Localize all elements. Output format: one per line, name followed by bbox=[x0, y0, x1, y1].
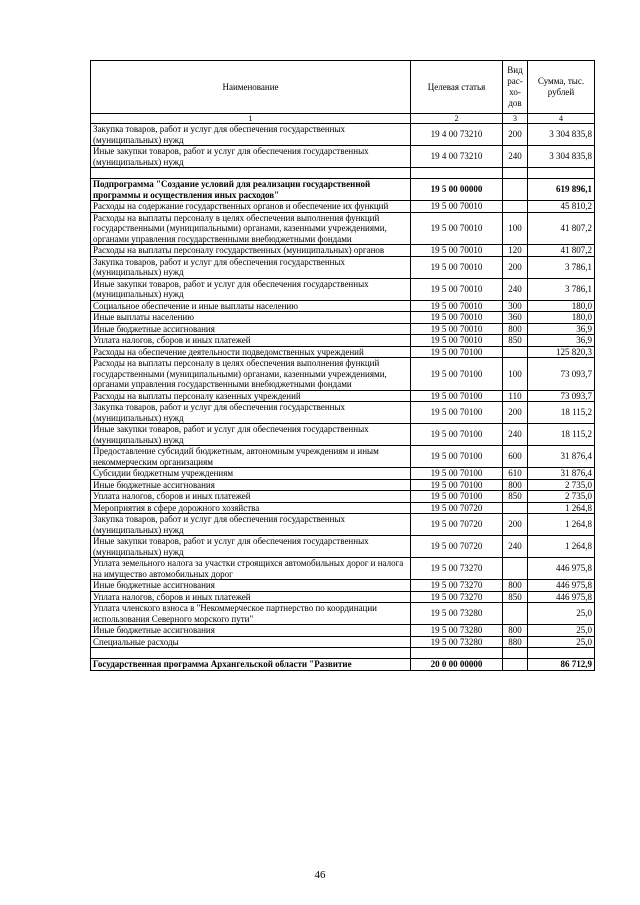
cell-expense-type: 100 bbox=[503, 358, 528, 391]
cell-amount: 2 735,0 bbox=[528, 491, 595, 503]
cell-target-article: 19 5 00 73270 bbox=[411, 591, 503, 603]
cell-expense-type: 100 bbox=[503, 212, 528, 245]
cell-target-article: 19 5 00 70010 bbox=[411, 245, 503, 257]
table-row bbox=[91, 358, 595, 391]
table-row bbox=[91, 312, 595, 324]
cell-expense-type: 200 bbox=[503, 124, 528, 146]
header-number-2: 2 bbox=[411, 114, 503, 124]
table-row bbox=[91, 424, 595, 446]
table-row bbox=[91, 468, 595, 480]
cell-name: Расходы на обеспечение деятельности подведомственных учреждений bbox=[91, 346, 411, 358]
cell-name: Подпрограмма "Создание условий для реализации государственной программы и осуществления иных расходов" bbox=[91, 179, 411, 201]
cell-target-article: 19 5 00 70720 bbox=[411, 536, 503, 558]
cell-amount: 3 786,1 bbox=[528, 278, 595, 300]
cell-target-article: 19 5 00 70100 bbox=[411, 402, 503, 424]
cell-expense-type: 850 bbox=[503, 491, 528, 503]
table-header bbox=[91, 61, 595, 124]
cell-name: Государственная программа Архангельской области "Развитие bbox=[91, 659, 411, 671]
cell-expense-type: 850 bbox=[503, 591, 528, 603]
cell-amount: 31 876,4 bbox=[528, 446, 595, 468]
cell-target-article: 20 0 00 00000 bbox=[411, 659, 503, 671]
cell-amount: 180,0 bbox=[528, 312, 595, 324]
cell-expense-type: 300 bbox=[503, 300, 528, 312]
cell-target-article: 19 5 00 73280 bbox=[411, 603, 503, 625]
table-row bbox=[91, 335, 595, 347]
cell-target-article: 19 5 00 70010 bbox=[411, 312, 503, 324]
header-name: Наименование bbox=[91, 61, 411, 114]
cell-target-article: 19 4 00 73210 bbox=[411, 124, 503, 146]
cell-amount: 1 264,8 bbox=[528, 536, 595, 558]
cell-expense-type: 850 bbox=[503, 335, 528, 347]
cell-expense-type bbox=[503, 659, 528, 671]
cell-expense-type: 600 bbox=[503, 446, 528, 468]
cell-target-article: 19 5 00 73270 bbox=[411, 580, 503, 592]
cell-amount: 73 093,7 bbox=[528, 358, 595, 391]
cell-expense-type: 240 bbox=[503, 424, 528, 446]
cell-amount bbox=[528, 168, 595, 179]
cell-amount: 36,9 bbox=[528, 323, 595, 335]
cell-target-article: 19 5 00 70010 bbox=[411, 335, 503, 347]
table-row bbox=[91, 124, 595, 146]
cell-name: Уплата членского взноса в "Некоммерческое партнерство по координации использования Северного морского пути" bbox=[91, 603, 411, 625]
table-row bbox=[91, 558, 595, 580]
cell-name: Расходы на выплаты персоналу казенных учреждений bbox=[91, 390, 411, 402]
cell-amount: 125 820,3 bbox=[528, 346, 595, 358]
header-target-article: Целевая статья bbox=[411, 61, 503, 114]
cell-target-article: 19 5 00 70010 bbox=[411, 323, 503, 335]
table-row bbox=[91, 245, 595, 257]
table-row bbox=[91, 390, 595, 402]
cell-amount: 3 786,1 bbox=[528, 256, 595, 278]
cell-name: Расходы на содержание государственных органов и обеспечение их функций bbox=[91, 201, 411, 213]
cell-expense-type: 880 bbox=[503, 636, 528, 648]
cell-amount: 18 115,2 bbox=[528, 402, 595, 424]
cell-amount: 18 115,2 bbox=[528, 424, 595, 446]
cell-name: Расходы на выплаты персоналу государственных (муниципальных) органов bbox=[91, 245, 411, 257]
table-row bbox=[91, 502, 595, 514]
cell-name: Специальные расходы bbox=[91, 636, 411, 648]
table-row bbox=[91, 603, 595, 625]
table-row bbox=[91, 536, 595, 558]
cell-amount: 25,0 bbox=[528, 625, 595, 637]
cell-expense-type: 120 bbox=[503, 245, 528, 257]
header-number-3: 3 bbox=[503, 114, 528, 124]
cell-target-article: 19 5 00 70720 bbox=[411, 502, 503, 514]
cell-name: Иные бюджетные ассигнования bbox=[91, 580, 411, 592]
cell-name: Иные бюджетные ассигнования bbox=[91, 625, 411, 637]
cell-expense-type bbox=[503, 648, 528, 659]
table-row bbox=[91, 212, 595, 245]
table-row bbox=[91, 323, 595, 335]
cell-expense-type: 240 bbox=[503, 278, 528, 300]
cell-amount: 41 807,2 bbox=[528, 212, 595, 245]
cell-target-article: 19 5 00 73280 bbox=[411, 625, 503, 637]
cell-name: Уплата налогов, сборов и иных платежей bbox=[91, 491, 411, 503]
cell-expense-type bbox=[503, 201, 528, 213]
cell-name bbox=[91, 648, 411, 659]
cell-expense-type bbox=[503, 502, 528, 514]
cell-amount: 619 896,1 bbox=[528, 179, 595, 201]
cell-amount: 31 876,4 bbox=[528, 468, 595, 480]
cell-amount: 446 975,8 bbox=[528, 591, 595, 603]
cell-name: Социальное обеспечение и иные выплаты населению bbox=[91, 300, 411, 312]
cell-target-article: 19 5 00 70100 bbox=[411, 390, 503, 402]
header-expense-type: Вид рас-хо-дов bbox=[503, 61, 528, 114]
cell-expense-type: 240 bbox=[503, 146, 528, 168]
cell-expense-type: 360 bbox=[503, 312, 528, 324]
cell-expense-type: 800 bbox=[503, 625, 528, 637]
cell-amount: 45 810,2 bbox=[528, 201, 595, 213]
table-row bbox=[91, 146, 595, 168]
cell-expense-type: 200 bbox=[503, 256, 528, 278]
cell-expense-type: 610 bbox=[503, 468, 528, 480]
cell-name: Предоставление субсидий бюджетным, автономным учреждениям и иным некоммерческим организациям bbox=[91, 446, 411, 468]
cell-amount: 3 304 835,8 bbox=[528, 124, 595, 146]
cell-expense-type: 800 bbox=[503, 323, 528, 335]
cell-amount: 25,0 bbox=[528, 603, 595, 625]
cell-amount: 446 975,8 bbox=[528, 558, 595, 580]
cell-target-article bbox=[411, 648, 503, 659]
cell-amount: 41 807,2 bbox=[528, 245, 595, 257]
cell-target-article: 19 5 00 70100 bbox=[411, 446, 503, 468]
cell-target-article: 19 5 00 70720 bbox=[411, 514, 503, 536]
cell-amount: 25,0 bbox=[528, 636, 595, 648]
table-row bbox=[91, 591, 595, 603]
table-row bbox=[91, 402, 595, 424]
table-row bbox=[91, 300, 595, 312]
cell-name: Расходы на выплаты персоналу в целях обеспечения выполнения функций государственными (муниципальными) органами, казенными учреждениями, органами управления государственными внебюджетными фондами bbox=[91, 358, 411, 391]
cell-target-article: 19 5 00 70010 bbox=[411, 212, 503, 245]
cell-target-article: 19 5 00 70100 bbox=[411, 346, 503, 358]
cell-amount: 86 712,9 bbox=[528, 659, 595, 671]
table-row bbox=[91, 256, 595, 278]
table-row bbox=[91, 201, 595, 213]
cell-target-article: 19 5 00 70010 bbox=[411, 300, 503, 312]
cell-name: Иные бюджетные ассигнования bbox=[91, 323, 411, 335]
cell-target-article: 19 5 00 70100 bbox=[411, 358, 503, 391]
cell-target-article: 19 5 00 70100 bbox=[411, 468, 503, 480]
cell-target-article: 19 5 00 00000 bbox=[411, 179, 503, 201]
cell-target-article: 19 5 00 73280 bbox=[411, 636, 503, 648]
cell-name: Уплата налогов, сборов и иных платежей bbox=[91, 335, 411, 347]
cell-target-article: 19 5 00 70010 bbox=[411, 201, 503, 213]
cell-target-article: 19 5 00 70100 bbox=[411, 424, 503, 446]
table-row bbox=[91, 479, 595, 491]
cell-target-article: 19 5 00 73270 bbox=[411, 558, 503, 580]
cell-expense-type bbox=[503, 603, 528, 625]
cell-name: Иные закупки товаров, работ и услуг для обеспечения государственных (муниципальных) нужд bbox=[91, 278, 411, 300]
spacer-row bbox=[91, 648, 595, 659]
cell-expense-type: 200 bbox=[503, 402, 528, 424]
cell-name: Субсидии бюджетным учреждениям bbox=[91, 468, 411, 480]
cell-expense-type: 800 bbox=[503, 479, 528, 491]
cell-expense-type bbox=[503, 179, 528, 201]
table-row bbox=[91, 659, 595, 671]
table-row bbox=[91, 580, 595, 592]
cell-amount: 180,0 bbox=[528, 300, 595, 312]
cell-amount: 2 735,0 bbox=[528, 479, 595, 491]
cell-target-article: 19 4 00 73210 bbox=[411, 146, 503, 168]
header-number-1: 1 bbox=[91, 114, 411, 124]
cell-name: Закупка товаров, работ и услуг для обеспечения государственных (муниципальных) нужд bbox=[91, 124, 411, 146]
header-number-4: 4 bbox=[528, 114, 595, 124]
cell-target-article: 19 5 00 70100 bbox=[411, 479, 503, 491]
cell-name: Иные закупки товаров, работ и услуг для обеспечения государственных (муниципальных) нужд bbox=[91, 146, 411, 168]
table-row bbox=[91, 636, 595, 648]
page-number: 46 bbox=[314, 869, 326, 881]
cell-name: Уплата земельного налога за участки строящихся автомобильных дорог и налога на имущество автомобильных дорог bbox=[91, 558, 411, 580]
cell-name: Закупка товаров, работ и услуг для обеспечения государственных (муниципальных) нужд bbox=[91, 402, 411, 424]
cell-name: Закупка товаров, работ и услуг для обеспечения государственных (муниципальных) нужд bbox=[91, 514, 411, 536]
cell-expense-type: 240 bbox=[503, 536, 528, 558]
cell-name: Мероприятия в сфере дорожного хозяйства bbox=[91, 502, 411, 514]
cell-name: Уплата налогов, сборов и иных платежей bbox=[91, 591, 411, 603]
cell-amount: 1 264,8 bbox=[528, 502, 595, 514]
table-row bbox=[91, 491, 595, 503]
cell-name: Иные закупки товаров, работ и услуг для обеспечения государственных (муниципальных) нужд bbox=[91, 536, 411, 558]
cell-name: Закупка товаров, работ и услуг для обеспечения государственных (муниципальных) нужд bbox=[91, 256, 411, 278]
table-row bbox=[91, 278, 595, 300]
cell-expense-type: 800 bbox=[503, 580, 528, 592]
cell-expense-type bbox=[503, 558, 528, 580]
cell-name: Расходы на выплаты персоналу в целях обеспечения выполнения функций государственными (муниципальными) органами, казенными учреждениями, органами управления государственными внебюджетными фондами bbox=[91, 212, 411, 245]
spacer-row bbox=[91, 168, 595, 179]
cell-expense-type bbox=[503, 168, 528, 179]
table-row bbox=[91, 179, 595, 201]
cell-expense-type bbox=[503, 346, 528, 358]
header-amount: Сумма, тыс. рублей bbox=[528, 61, 595, 114]
cell-expense-type: 200 bbox=[503, 514, 528, 536]
cell-name bbox=[91, 168, 411, 179]
table-body bbox=[91, 124, 595, 671]
table-row bbox=[91, 514, 595, 536]
cell-amount: 36,9 bbox=[528, 335, 595, 347]
cell-expense-type: 110 bbox=[503, 390, 528, 402]
cell-name: Иные бюджетные ассигнования bbox=[91, 479, 411, 491]
cell-amount: 3 304 835,8 bbox=[528, 146, 595, 168]
cell-name: Иные закупки товаров, работ и услуг для обеспечения государственных (муниципальных) нужд bbox=[91, 424, 411, 446]
cell-amount: 73 093,7 bbox=[528, 390, 595, 402]
cell-target-article: 19 5 00 70010 bbox=[411, 278, 503, 300]
table-row bbox=[91, 346, 595, 358]
cell-target-article bbox=[411, 168, 503, 179]
budget-table bbox=[90, 60, 595, 671]
table-row bbox=[91, 446, 595, 468]
cell-target-article: 19 5 00 70010 bbox=[411, 256, 503, 278]
cell-amount: 446 975,8 bbox=[528, 580, 595, 592]
cell-amount: 1 264,8 bbox=[528, 514, 595, 536]
cell-name: Иные выплаты населению bbox=[91, 312, 411, 324]
cell-amount bbox=[528, 648, 595, 659]
table-row bbox=[91, 625, 595, 637]
cell-target-article: 19 5 00 70100 bbox=[411, 491, 503, 503]
